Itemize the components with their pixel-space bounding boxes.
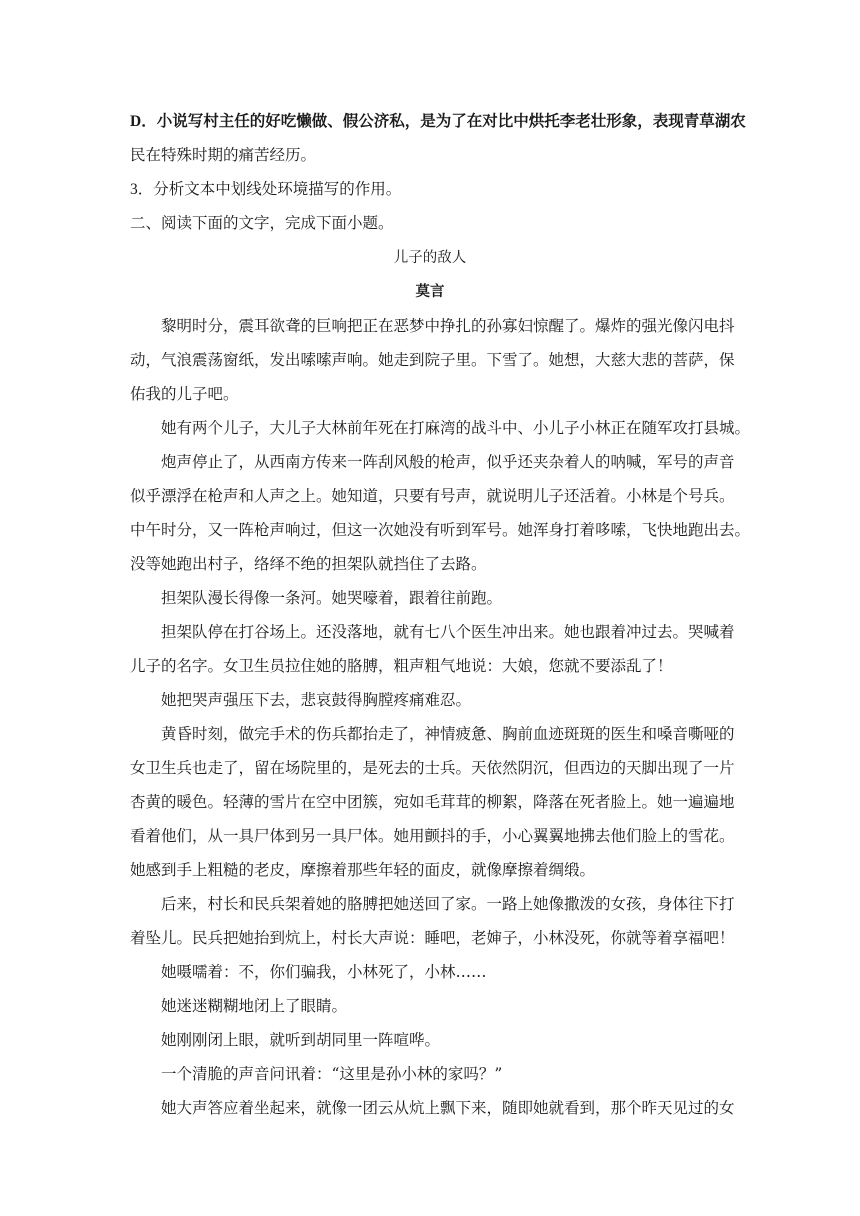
story-line: 看着他们，从一具尸体到另一具尸体。她用颤抖的手，小心翼翼地拂去他们脸上的雪花。	[130, 827, 735, 845]
option-d-line-2: 民在特殊时期的痛苦经历。	[130, 147, 317, 164]
story-line: 中午时分，又一阵枪声响过，但这一次她没有听到军号。她浑身打着哆嗦，飞快地跑出去。	[130, 521, 751, 539]
question-3: 3．分析文本中划线处环境描写的作用。	[130, 181, 402, 198]
story-line: 没等她跑出村子，络绎不绝的担架队就挡住了去路。	[130, 555, 487, 573]
story-line: 黎明时分，震耳欲聋的巨响把正在恶梦中挣扎的孙寡妇惊醒了。爆炸的强光像闪电抖	[161, 317, 735, 335]
story-line: 似乎漂浮在枪声和人声之上。她知道，只要有号声，就说明儿子还活着。小林是个号兵。	[130, 487, 735, 505]
story-line: 担架队漫长得像一条河。她哭嚎着，跟着往前跑。	[161, 589, 503, 607]
story-line: 着坠儿。民兵把她抬到炕上，村长大声说：睡吧，老婶子，小林没死，你就等着享福吧！	[130, 929, 735, 947]
story-author: 莫言	[415, 283, 445, 300]
story-line: 她大声答应着坐起来，就像一团云从炕上飘下来，随即她就看到，那个昨天见过的女	[161, 1099, 735, 1117]
story-line: 她刚刚闭上眼，就听到胡同里一阵喧哗。	[161, 1031, 441, 1049]
story-line: 儿子的名字。女卫生员拉住她的胳膊，粗声粗气地说：大娘，您就不要添乱了！	[130, 657, 673, 675]
section-2-heading: 二、阅读下面的文字，完成下面小题。	[130, 215, 394, 232]
story-line: 一个清脆的声音问讯着：“这里是孙小林的家吗？”	[161, 1065, 503, 1083]
story-line: 担架队停在打谷场上。还没落地，就有七八个医生冲出来。她也跟着冲过去。哭喊着	[161, 623, 735, 641]
story-line: 她把哭声强压下去，悲哀鼓得胸膛疼痛难忍。	[161, 691, 472, 709]
story-title: 儿子的敌人	[393, 250, 467, 266]
story-line: 女卫生兵也走了，留在场院里的，是死去的士兵。天依然阴沉，但西边的天脚出现了一片	[130, 759, 735, 777]
option-d-line-1-text: D．小说写村主任的好吃懒做、假公济私，是为了在对比中烘托李老壮形象，表现青草湖农	[130, 113, 746, 130]
story-line: 她迷迷糊糊地闭上了眼睛。	[161, 997, 348, 1015]
story-line: 她感到手上粗糙的老皮，摩擦着那些年轻的面皮，就像摩擦着绸缎。	[130, 861, 596, 879]
story-line: 后来，村长和民兵架着她的胳膊把她送回了家。一路上她像撒泼的女孩，身体往下打	[161, 895, 735, 913]
story-line: 黄昏时刻，做完手术的伤兵都抬走了，神情疲惫、胸前血迹斑斑的医生和嗓音嘶哑的	[161, 725, 735, 743]
story-line: 炮声停止了，从西南方传来一阵刮风般的枪声，似乎还夹杂着人的呐喊，军号的声音	[161, 453, 735, 471]
option-d-line-1	[130, 112, 746, 132]
story-line: 杏黄的暖色。轻薄的雪片在空中团簇，宛如毛茸茸的柳絮，降落在死者脸上。她一遍遍地	[130, 793, 735, 811]
story-line: 她嗫嚅着：不，你们骗我，小林死了，小林……	[161, 963, 487, 981]
story-line: 佑我的儿子吧。	[130, 385, 239, 403]
story-line: 她有两个儿子，大儿子大林前年死在打麻湾的战斗中、小儿子小林正在随军攻打县城。	[161, 419, 751, 437]
story-line: 动，气浪震荡窗纸，发出嗦嗦声响。她走到院子里。下雪了。她想，大慈大悲的菩萨，保	[130, 351, 735, 369]
